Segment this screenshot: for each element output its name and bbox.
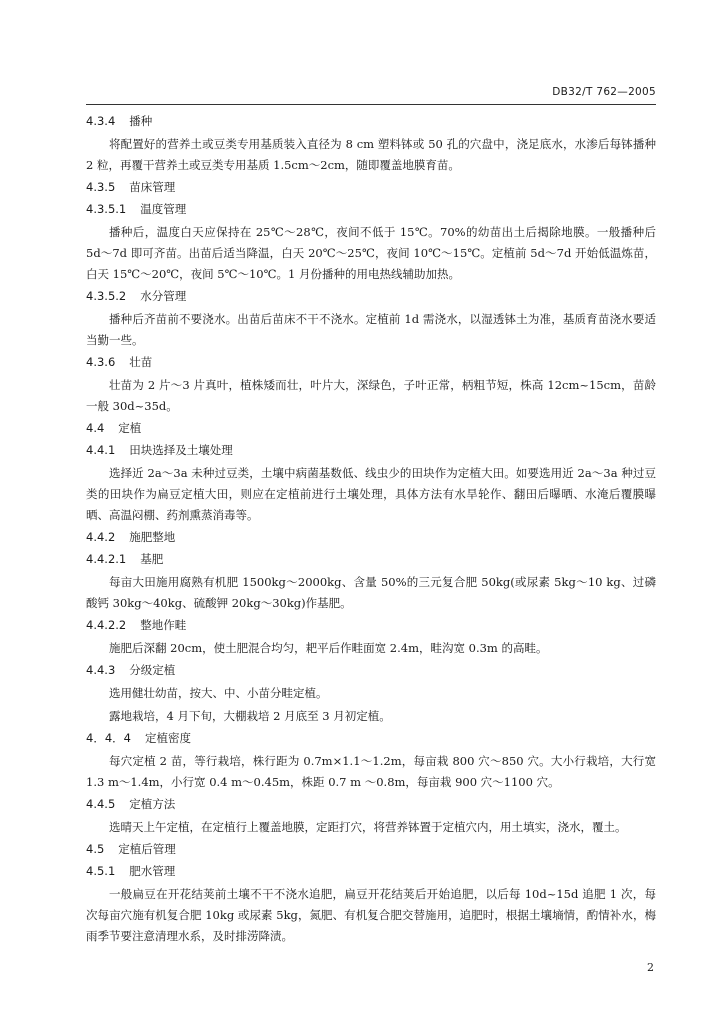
section-number: 4.4	[86, 421, 105, 435]
section-number: 4.3.5	[86, 180, 116, 194]
section-title: 田块选择及土壤处理	[129, 443, 233, 457]
paragraph: 将配置好的营养土或豆类专用基质装入直径为 8 cm 塑料钵或 50 孔的穴盘中，浇足底水，水渗后每钵播种 2 粒，再覆干营养土或豆类专用基质 1.5cm～2cm，随即覆盖地膜育苗。	[86, 137, 656, 172]
paragraph: 选晴天上午定植，在定植行上覆盖地膜，定距打穴，将营养钵置于定植穴内，用土填实，浇水，覆土。	[109, 820, 627, 834]
section-number: 4.4.2.1	[86, 552, 127, 566]
section-title: 温度管理	[140, 202, 187, 216]
section-title: 水分管理	[140, 289, 187, 303]
paragraph: 播种后齐苗前不要浇水。出苗后苗床不干不浇水。定植前 1d 需浇水，以湿透钵土为准，基质育苗浇水要适当勤一些。	[86, 312, 656, 347]
section-heading	[86, 419, 656, 438]
section-title: 壮苗	[129, 355, 153, 369]
section-heading	[86, 178, 656, 197]
paragraph: 播种后，温度白天应保持在 25℃～28℃，夜间不低于 15℃。70%的幼苗出土后揭除地膜。一般播种后 5d～7d 即可齐苗。出苗后适当降温，白天 20℃～25℃，夜间 10℃～15℃。定植前 5d～7d 开始低温炼苗，白天 15℃～20℃，夜间 5℃～10℃。1 月份播种的用电热线辅助加热。	[86, 225, 656, 281]
section-heading	[86, 616, 656, 635]
section-heading	[86, 795, 656, 814]
paragraph: 选用健壮幼苗，按大、中、小苗分畦定植。	[109, 686, 328, 700]
section-number: 4．4．4	[86, 731, 131, 745]
section-heading	[86, 287, 656, 306]
section-title: 定植方法	[129, 797, 176, 811]
section-title: 基肥	[140, 552, 164, 566]
section-heading	[86, 441, 656, 460]
section-heading	[86, 550, 656, 569]
section-title: 施肥整地	[129, 530, 176, 544]
paragraph: 每穴定植 2 苗，等行栽培，株行距为 0.7m×1.1～1.2m，每亩栽 800 穴～850 穴。大小行栽培，大行宽 1.3 m～1.4m，小行宽 0.4 m～0.45m，株距 0.7 m ～0.8m，每亩栽 900 穴～1100 穴。	[86, 754, 656, 789]
section-title: 播种	[129, 114, 153, 128]
section-number: 4.3.6	[86, 355, 116, 369]
section-heading	[86, 528, 656, 547]
paragraph: 选择近 2a～3a 未种过豆类，土壤中病菌基数低、线虫少的田块作为定植大田。如要选用近 2a～3a 种过豆类的田块作为扁豆定植大田，则应在定植前进行土壤处理，具体方法有水旱轮作、翻田后曝晒、水淹后覆膜曝晒、高温闷棚、药剂熏蒸消毒等。	[86, 466, 656, 522]
page-number: 2	[647, 961, 654, 974]
section-heading	[86, 729, 656, 748]
section-title: 定植	[118, 421, 142, 435]
section-heading	[86, 200, 656, 219]
section-title: 分级定植	[129, 663, 176, 677]
section-heading	[86, 862, 656, 881]
paragraph: 每亩大田施用腐熟有机肥 1500kg～2000kg、含量 50%的三元复合肥 50kg(或尿素 5kg～10 kg、过磷酸钙 30kg～40kg、硫酸钾 20kg～30kg)作基肥。	[86, 575, 656, 610]
section-number: 4.5	[86, 842, 105, 856]
section-number: 4.3.5.2	[86, 289, 127, 303]
paragraph: 露地栽培，4 月下旬，大棚栽培 2 月底至 3 月初定植。	[109, 709, 391, 723]
section-number: 4.4.2.2	[86, 618, 127, 632]
document-body	[86, 110, 656, 949]
section-heading	[86, 661, 656, 680]
section-title: 定植后管理	[118, 842, 176, 856]
section-title: 肥水管理	[129, 864, 176, 878]
standard-code: DB32/T 762—2005	[552, 86, 656, 98]
section-number: 4.5.1	[86, 864, 116, 878]
section-number: 4.4.5	[86, 797, 116, 811]
section-number: 4.3.4	[86, 114, 116, 128]
section-title: 定植密度	[144, 731, 191, 745]
section-number: 4.4.1	[86, 443, 116, 457]
paragraph: 一般扁豆在开花结荚前土壤不干不浇水追肥，扁豆开花结荚后开始追肥，以后每 10d~15d 追肥 1 次，每次每亩穴施有机复合肥 10kg 或尿素 5kg，氮肥、有机复合肥交替施用，追肥时，根据土壤墒情，酌情补水，梅雨季节要注意清理水系，及时排涝降渍。	[86, 887, 656, 943]
section-number: 4.3.5.1	[86, 202, 127, 216]
section-title: 苗床管理	[129, 180, 176, 194]
paragraph: 施肥后深翻 20cm，使土肥混合均匀，耙平后作畦面宽 2.4m，畦沟宽 0.3m 的高畦。	[109, 641, 548, 655]
section-heading	[86, 353, 656, 372]
section-title: 整地作畦	[140, 618, 187, 632]
section-number: 4.4.2	[86, 530, 116, 544]
section-number: 4.4.3	[86, 663, 116, 677]
header-rule	[86, 104, 656, 105]
section-heading	[86, 840, 656, 859]
paragraph: 壮苗为 2 片～3 片真叶，植株矮而壮，叶片大，深绿色，子叶正常，柄粗节短，株高 12cm~15cm，苗龄一般 30d~35d。	[86, 378, 656, 413]
section-heading	[86, 112, 656, 131]
